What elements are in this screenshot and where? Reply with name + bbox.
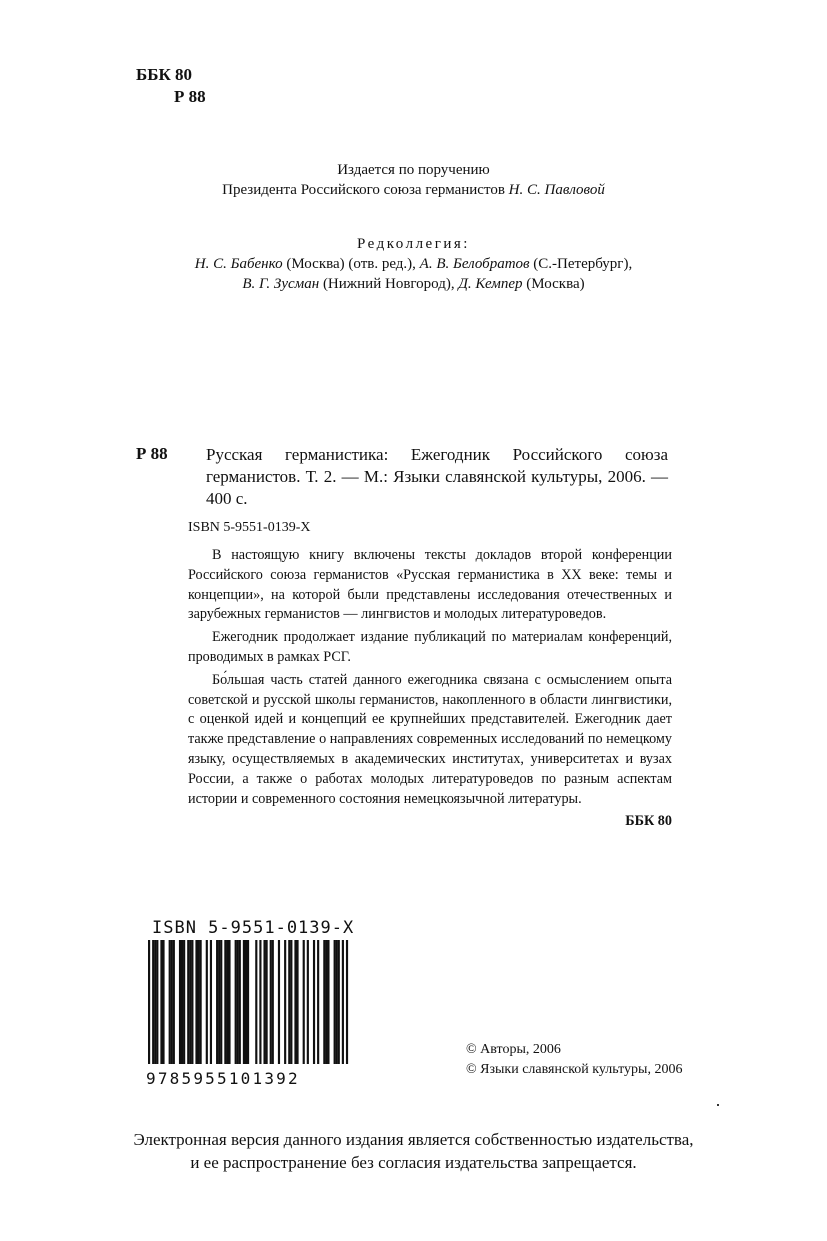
president-name: Н. С. Павловой <box>508 182 605 198</box>
electronic-version-notice <box>0 1128 827 1174</box>
barcode-bar <box>191 940 193 1064</box>
barcode-bar <box>338 940 340 1064</box>
barcode-bar <box>179 940 181 1064</box>
speck <box>717 1104 719 1106</box>
barcode-bar <box>336 940 338 1064</box>
barcode-bar <box>259 940 261 1064</box>
editor-city: (Москва) <box>522 276 585 292</box>
editor-name: В. Г. Зусман <box>242 276 320 292</box>
bibliographic-description: Русская германистика: Ежегодник Российского союза германистов. Т. 2. — М.: Языки славянской культуры, 2006. — 400 с. <box>206 445 668 508</box>
isbn-line: ISBN 5-9551-0139-X <box>188 520 311 535</box>
barcode-bar <box>290 940 292 1064</box>
barcode-bar <box>216 940 218 1064</box>
barcode-bar <box>206 940 208 1064</box>
barcode-bar <box>152 940 154 1064</box>
barcode-bar <box>303 940 305 1064</box>
barcode-bar <box>325 940 327 1064</box>
barcode-bar <box>346 940 348 1064</box>
board-title: Редколлегия: <box>357 236 470 252</box>
board-line-1 <box>0 254 827 274</box>
barcode-bar <box>255 940 257 1064</box>
annotation-paragraph: Ежегодник продолжает издание публикаций по материалам конференций, проводимых в рамках РСГ. <box>188 629 672 665</box>
barcode-bar <box>187 940 189 1064</box>
barcode-bar <box>334 940 336 1064</box>
barcode-bar <box>154 940 156 1064</box>
barcode-bar <box>189 940 191 1064</box>
barcode-bar <box>237 940 239 1064</box>
editor-name: А. В. Белобратов <box>419 256 530 272</box>
author-mark: Р 88 <box>174 87 206 106</box>
copyright <box>466 1040 682 1080</box>
barcode-bar <box>245 940 247 1064</box>
barcode-bar <box>317 940 319 1064</box>
barcode-bar <box>183 940 185 1064</box>
commission-note <box>0 160 827 200</box>
record-code: Р 88 <box>136 444 168 463</box>
editor-city: (Нижний Новгород), <box>319 276 459 292</box>
commission-line-1: Издается по поручению <box>337 162 490 178</box>
annotation-paragraph: Бо́льшая часть статей данного ежегодника связана с осмыслением опыта советской и русской школы германистов, накопленного в области лингвистики, с оценкой идей и концепций ее крупнейших представителей. Ежегодник дает также представление о направлениях современных исследований по немецкому языку, осуществляемых в академических институтах, университетах и вузах России, а также о работах молодых литературоведов по разным аспектам истории и современного состояния немецкоязычной литературы. <box>188 671 672 807</box>
barcode-bar <box>307 940 309 1064</box>
barcode-bar <box>263 940 265 1064</box>
barcode-digits: 9785955101392 <box>146 1069 300 1088</box>
board-line-2 <box>0 274 827 294</box>
barcode-bar <box>195 940 197 1064</box>
barcode-bar <box>266 940 268 1064</box>
barcode-bars <box>146 938 356 1066</box>
barcode-bar <box>224 940 226 1064</box>
barcode-bar <box>284 940 286 1064</box>
commission-line-2 <box>0 180 827 200</box>
barcode-bar <box>181 940 183 1064</box>
notice-line-2: и ее распространение без согласия издательства запрещается. <box>190 1153 637 1172</box>
barcode-bar <box>294 940 296 1064</box>
barcode-bar <box>235 940 237 1064</box>
barcode-bar <box>226 940 228 1064</box>
barcode-bar <box>210 940 212 1064</box>
editor-city: (Москва) (отв. ред.), <box>282 256 420 272</box>
barcode-bar <box>173 940 175 1064</box>
annotation-paragraph: В настоящую книгу включены тексты докладов второй конференции Российского союза германистов «Русская германистика в XX веке: темы и концепции», на которой были представлены исследования отечественных и зарубежных германистов — лингвистов и молодых литературоведов. <box>188 547 672 623</box>
barcode-bar <box>218 940 220 1064</box>
barcode-bar <box>239 940 241 1064</box>
barcode-bar <box>272 940 274 1064</box>
barcode-bar <box>327 940 329 1064</box>
annotation <box>188 546 672 832</box>
barcode-bar <box>197 940 199 1064</box>
commission-prefix: Президента Российского союза германистов <box>222 182 509 198</box>
barcode-bar <box>270 940 272 1064</box>
barcode-bar <box>228 940 230 1064</box>
editor-name: Н. С. Бабенко <box>194 256 283 272</box>
annotation-bbk: ББК 80 <box>625 813 672 830</box>
barcode-bar <box>171 940 173 1064</box>
barcode-bar <box>323 940 325 1064</box>
barcode-bar <box>220 940 222 1064</box>
barcode-bar <box>169 940 171 1064</box>
barcode-bar <box>288 940 290 1064</box>
barcode-bar <box>160 940 162 1064</box>
copyright-publisher: © Языки славянской культуры, 2006 <box>466 1062 683 1077</box>
copyright-authors: © Авторы, 2006 <box>466 1042 561 1057</box>
barcode-bar <box>162 940 164 1064</box>
editor-city: (С.-Петербург), <box>529 256 633 272</box>
barcode-bar <box>247 940 249 1064</box>
barcode-bar <box>156 940 158 1064</box>
bbk-code: ББК 80 <box>136 65 193 84</box>
editor-name: Д. Кемпер <box>458 276 523 292</box>
editorial-board <box>0 234 827 294</box>
barcode-bar <box>296 940 298 1064</box>
isbn-barcode <box>146 918 356 1088</box>
barcode-bar <box>148 940 150 1064</box>
header-classification <box>136 64 206 108</box>
barcode-bar <box>243 940 245 1064</box>
barcode-isbn-text: ISBN 5-9551-0139-X <box>152 918 355 938</box>
notice-line-1: Электронная версия данного издания является собственностью издательства, <box>133 1130 694 1149</box>
barcode-bar <box>342 940 344 1064</box>
barcode-bar <box>200 940 202 1064</box>
barcode-bar <box>313 940 315 1064</box>
barcode-bar <box>278 940 280 1064</box>
